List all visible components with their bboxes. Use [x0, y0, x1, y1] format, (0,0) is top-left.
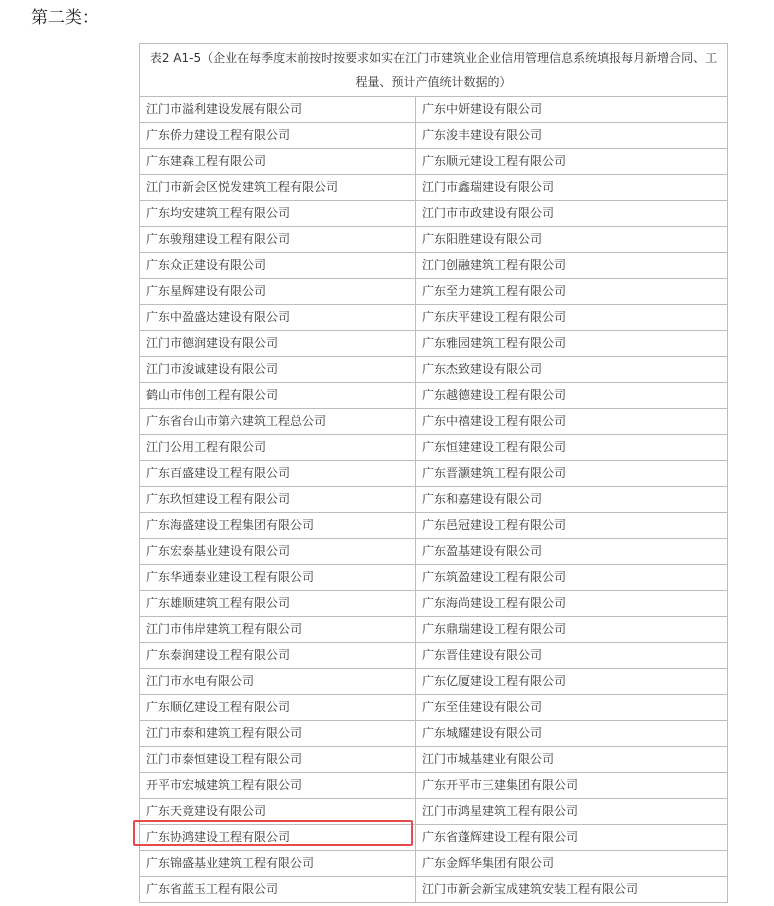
- company-name-right: 广东省蓬辉建设工程有限公司: [416, 825, 728, 851]
- table-caption: 表2 A1-5（企业在每季度末前按时按要求如实在江门市建筑业企业信用管理信息系统填报每月新增合同、工程量、预计产值统计数据的）: [140, 44, 728, 97]
- company-name-left: 广东省蓝玉工程有限公司: [140, 877, 416, 903]
- table-row: [140, 279, 728, 305]
- table-row: [140, 591, 728, 617]
- table-row: [140, 409, 728, 435]
- table-row: [140, 487, 728, 513]
- company-name-left: 广东玖恒建设工程有限公司: [140, 487, 416, 513]
- company-name-left: 广东省台山市第六建筑工程总公司: [140, 409, 416, 435]
- table-row: [140, 851, 728, 877]
- company-name-right: 广东杰致建设有限公司: [416, 357, 728, 383]
- company-name-right: 广东亿厦建设工程有限公司: [416, 669, 728, 695]
- company-name-left: 广东海盛建设工程集团有限公司: [140, 513, 416, 539]
- section-heading: 第二类：: [31, 8, 99, 28]
- table-row: [140, 253, 728, 279]
- company-name-left: 广东宏泰基业建设有限公司: [140, 539, 416, 565]
- table-row: [140, 643, 728, 669]
- company-name-right: 广东海尚建设工程有限公司: [416, 591, 728, 617]
- table-row: [140, 669, 728, 695]
- table-row: [140, 201, 728, 227]
- company-table: [139, 43, 728, 903]
- company-name-left: 广东泰润建设工程有限公司: [140, 643, 416, 669]
- company-name-left: 广东众正建设有限公司: [140, 253, 416, 279]
- company-name-left: 江门市新会区悦发建筑工程有限公司: [140, 175, 416, 201]
- table-row: [140, 149, 728, 175]
- table-row: [140, 825, 728, 851]
- company-name-right: 广东顺元建设工程有限公司: [416, 149, 728, 175]
- company-name-right: 广东盈基建设有限公司: [416, 539, 728, 565]
- company-name-left: 广东锦盛基业建筑工程有限公司: [140, 851, 416, 877]
- company-name-left: 广东侨力建设工程有限公司: [140, 123, 416, 149]
- company-name-left: 广东协鸿建设工程有限公司: [140, 825, 416, 851]
- company-name-left: 广东顺亿建设工程有限公司: [140, 695, 416, 721]
- company-name-left: 江门市泰和建筑工程有限公司: [140, 721, 416, 747]
- table-row: [140, 461, 728, 487]
- company-name-right: 广东金辉华集团有限公司: [416, 851, 728, 877]
- company-name-left: 江门市伟岸建筑工程有限公司: [140, 617, 416, 643]
- company-name-right: 广东城耀建设有限公司: [416, 721, 728, 747]
- company-name-left: 江门市德润建设有限公司: [140, 331, 416, 357]
- table-row: [140, 227, 728, 253]
- company-name-left: 广东均安建筑工程有限公司: [140, 201, 416, 227]
- table-row: [140, 513, 728, 539]
- company-name-left: 江门市水电有限公司: [140, 669, 416, 695]
- table-row: [140, 721, 728, 747]
- company-name-left: 江门市溢利建设发展有限公司: [140, 97, 416, 123]
- table-row: [140, 383, 728, 409]
- company-name-left: 广东星辉建设有限公司: [140, 279, 416, 305]
- company-name-right: 广东晋灏建筑工程有限公司: [416, 461, 728, 487]
- company-name-right: 广东和嘉建设有限公司: [416, 487, 728, 513]
- company-name-right: 广东阳胜建设有限公司: [416, 227, 728, 253]
- company-name-right: 江门市城基建业有限公司: [416, 747, 728, 773]
- company-name-right: 江门市鑫瑞建设有限公司: [416, 175, 728, 201]
- table-row: [140, 565, 728, 591]
- table-row: [140, 617, 728, 643]
- company-name-right: 江门创融建筑工程有限公司: [416, 253, 728, 279]
- company-name-right: 广东雅园建筑工程有限公司: [416, 331, 728, 357]
- table-row: [140, 305, 728, 331]
- table-row: [140, 175, 728, 201]
- company-name-right: 广东庆平建设工程有限公司: [416, 305, 728, 331]
- table-row: [140, 747, 728, 773]
- caption-row: [140, 44, 728, 97]
- table-row: [140, 97, 728, 123]
- company-name-right: 江门市新会新宝成建筑安装工程有限公司: [416, 877, 728, 903]
- company-name-left: 广东天竟建设有限公司: [140, 799, 416, 825]
- company-name-left: 开平市宏城建筑工程有限公司: [140, 773, 416, 799]
- company-name-left: 广东华通泰业建设工程有限公司: [140, 565, 416, 591]
- company-name-right: 广东浚丰建设有限公司: [416, 123, 728, 149]
- company-name-left: 广东骏翔建设工程有限公司: [140, 227, 416, 253]
- table-row: [140, 435, 728, 461]
- table-row: [140, 539, 728, 565]
- company-name-left: 江门市浚诚建设有限公司: [140, 357, 416, 383]
- company-name-left: 江门公用工程有限公司: [140, 435, 416, 461]
- company-name-right: 广东开平市三建集团有限公司: [416, 773, 728, 799]
- company-name-left: 广东雄顺建筑工程有限公司: [140, 591, 416, 617]
- company-name-right: 广东筑盈建设工程有限公司: [416, 565, 728, 591]
- company-name-right: 广东邑冠建设工程有限公司: [416, 513, 728, 539]
- company-name-right: 广东晋佳建设有限公司: [416, 643, 728, 669]
- company-name-left: 广东百盛建设工程有限公司: [140, 461, 416, 487]
- company-name-left: 广东中盈盛达建设有限公司: [140, 305, 416, 331]
- table-row: [140, 773, 728, 799]
- company-name-left: 鹤山市伟创工程有限公司: [140, 383, 416, 409]
- company-name-right: 江门市鸿星建筑工程有限公司: [416, 799, 728, 825]
- table-row: [140, 695, 728, 721]
- company-name-right: 广东中妍建设有限公司: [416, 97, 728, 123]
- table-row: [140, 799, 728, 825]
- table-row: [140, 357, 728, 383]
- company-name-right: 广东恒建建设工程有限公司: [416, 435, 728, 461]
- company-name-left: 广东建森工程有限公司: [140, 149, 416, 175]
- company-name-right: 广东中禧建设工程有限公司: [416, 409, 728, 435]
- company-name-right: 广东鼎瑞建设工程有限公司: [416, 617, 728, 643]
- company-name-right: 广东越德建设工程有限公司: [416, 383, 728, 409]
- table-row: [140, 123, 728, 149]
- table-row: [140, 331, 728, 357]
- company-name-right: 广东至佳建设有限公司: [416, 695, 728, 721]
- company-name-right: 广东至力建筑工程有限公司: [416, 279, 728, 305]
- company-name-right: 江门市市政建设有限公司: [416, 201, 728, 227]
- company-name-left: 江门市泰恒建设工程有限公司: [140, 747, 416, 773]
- table-row: [140, 877, 728, 903]
